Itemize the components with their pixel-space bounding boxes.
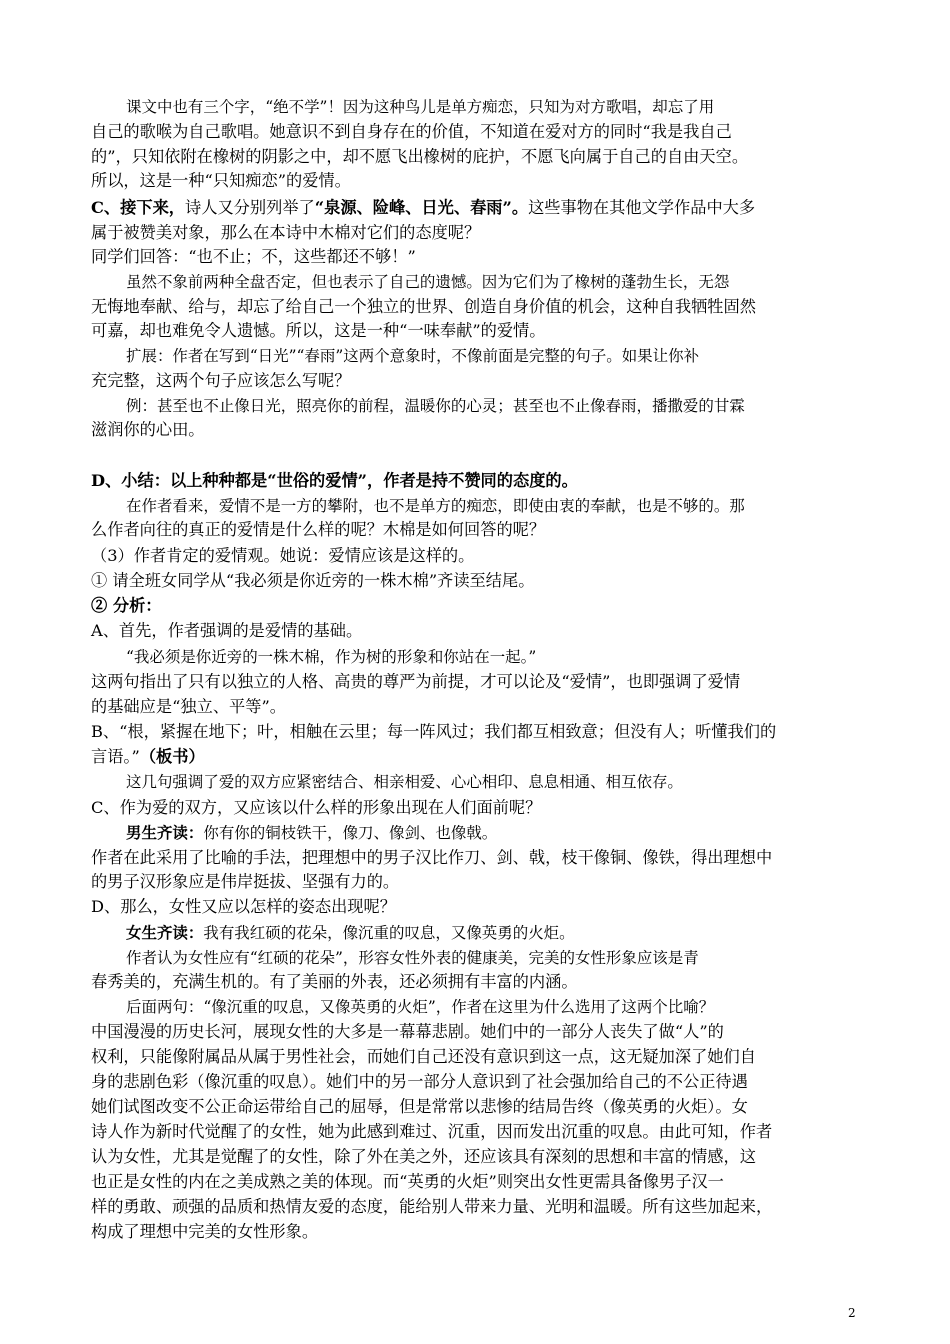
text-line: [91, 518, 871, 542]
text-segment: （3）作者肯定的爱情观。她说：爱情应该是这样的。: [91, 546, 475, 565]
text-line: [91, 1095, 871, 1119]
text-segment: 在作者看来，爱情不是一方的攀附，也不是单方的痴恋，即使由衷的奉献，也是不够的。那: [126, 497, 745, 515]
text-line: [126, 946, 906, 970]
text-line: [91, 569, 871, 593]
text-line: [91, 221, 871, 245]
text-segment: 言语。”: [91, 747, 140, 766]
text-segment: 身的悲剧色彩（像沉重的叹息）。她们中的另一部分人意识到了社会强加给自己的不公正待遇: [91, 1072, 748, 1091]
text-line: [91, 169, 871, 193]
text-line: [91, 145, 871, 169]
text-line: [126, 995, 906, 1019]
text-line: [126, 645, 906, 669]
text-line: [91, 1220, 871, 1244]
text-line: [126, 821, 906, 845]
text-segment: ① 请全班女同学从“我必须是你近旁的一株木棉”齐读至结尾。: [91, 571, 535, 590]
text-line: [126, 95, 906, 119]
text-segment: 也正是女性的内在之美成熟之美的体现。而“英勇的火炬”则突出女性更需具备像男子汉一: [91, 1172, 724, 1191]
text-line: [91, 319, 871, 343]
text-segment: 她们试图改变不公正命运带给自己的屈辱，但是常常以悲惨的结局告终（像英勇的火炬）。女: [91, 1097, 748, 1116]
text-line: [91, 594, 871, 618]
text-segment: 么作者向往的真正的爱情是什么样的呢？木棉是如何回答的呢？: [91, 520, 546, 539]
text-line: [91, 196, 871, 220]
text-line: [91, 120, 871, 144]
text-line: [91, 619, 871, 643]
text-line: [91, 245, 871, 269]
text-line: [91, 846, 871, 870]
text-line: [91, 895, 871, 919]
text-segment: 后面两句：“像沉重的叹息，又像英勇的火炬”，作者在这里为什么选用了这两个比喻？: [126, 998, 715, 1016]
text-line: [91, 1020, 871, 1044]
text-segment: 这些事物在其他文学作品中大多: [528, 198, 756, 217]
text-segment: B、“根，紧握在地下；叶，相触在云里；每一阵风过；我们都互相致意；但没有人；听懂我们的: [91, 722, 777, 741]
bold-text-segment: C、接下来，: [91, 198, 186, 217]
text-segment: 滋润你的心田。: [91, 420, 205, 439]
text-segment: 你有你的铜枝铁干，像刀、像剑、也像戟。: [203, 824, 498, 842]
bold-text-segment: 男生齐读：: [126, 823, 204, 842]
text-segment: 课文中也有三个字，“绝不学”！因为这种鸟儿是单方痴恋，只知为对方歌唱，却忘了用: [126, 98, 715, 116]
text-segment: 这两句指出了只有以独立的人格、高贵的尊严为前提，才可以论及“爱情”，也即强调了爱情: [91, 672, 741, 691]
text-segment: 所以，这是一种“只知痴恋”的爱情。: [91, 171, 351, 190]
text-line: [126, 394, 906, 418]
bold-text-segment: 女生齐读：: [126, 923, 204, 942]
text-segment: D、那么，女性又应以怎样的姿态出现呢？: [91, 897, 396, 916]
text-segment: 的基础应是“独立、平等”。: [91, 697, 286, 716]
text-line: [91, 970, 871, 994]
text-line: [126, 270, 906, 294]
text-line: [91, 369, 871, 393]
text-line: [91, 295, 871, 319]
text-line: [126, 770, 906, 794]
text-segment: 无悔地奉献、给与，却忘了给自己一个独立的世界、创造自身价值的机会，这种自我牺牲固然: [91, 297, 756, 316]
text-segment: 中国漫漫的历史长河，展现女性的大多是一幕幕悲剧。她们中的一部分人丧失了做“人”的: [91, 1022, 724, 1041]
text-segment: 的男子汉形象应是伟岸挺拔、坚强有力的。: [91, 872, 400, 891]
text-line: [126, 344, 906, 368]
page-number: 2: [848, 1306, 856, 1320]
text-segment: 例：甚至也不止像日光，照亮你的前程，温暖你的心灵；甚至也不止像春雨，播撒爱的甘霖: [126, 397, 745, 415]
text-segment: 诗人作为新时代觉醒了的女性，她为此感到难过、沉重，因而发出沉重的叹息。由此可知，作者: [91, 1122, 773, 1141]
text-line: [91, 1045, 871, 1069]
text-line: [91, 1070, 871, 1094]
bold-text-segment: D、小结：以上种种都是“世俗的爱情”，作者是持不赞同的态度的。: [91, 471, 578, 490]
text-line: [91, 796, 871, 820]
text-line: [126, 494, 906, 518]
text-segment: A、首先，作者强调的是爱情的基础。: [91, 621, 363, 640]
text-line: [91, 870, 871, 894]
text-segment: 可嘉，却也难免令人遗憾。所以，这是一种“一味奉献”的爱情。: [91, 321, 546, 340]
text-segment: 作者认为女性应有“红硕的花朵”，形容女性外表的健康美，完美的女性形象应该是青: [126, 949, 699, 967]
bold-text-segment: ② 分析：: [91, 596, 162, 615]
text-segment: 认为女性，尤其是觉醒了的女性，除了外在美之外，还应该具有深刻的思想和丰富的情感，这: [91, 1147, 756, 1166]
text-line: [91, 745, 871, 769]
text-segment: 虽然不象前两种全盘否定，但也表示了自己的遗憾。因为它们为了橡树的蓬勃生长，无怨: [126, 273, 730, 291]
text-segment: 属于被赞美对象，那么在本诗中木棉对它们的态度呢？: [91, 223, 481, 242]
text-line: [91, 670, 871, 694]
text-segment: C、作为爱的双方，又应该以什么样的形象出现在人们面前呢？: [91, 798, 542, 817]
text-segment: 诗人又分别列举了: [185, 198, 315, 217]
text-segment: 扩展：作者在写到“日光”“春雨”这两个意象时，不像前面是完整的句子。如果让你补: [126, 347, 700, 365]
text-segment: 样的勇敢、顽强的品质和热情友爱的态度，能给别人带来力量、光明和温暖。所有这些加起来，: [91, 1197, 773, 1216]
text-segment: 同学们回答：“也不止；不，这些都还不够！”: [91, 247, 416, 266]
text-line: [91, 418, 871, 442]
bold-text-segment: “泉源、险峰、日光、春雨”。: [314, 198, 529, 217]
text-line: [91, 544, 871, 568]
text-line: [126, 921, 906, 945]
text-segment: “我必须是你近旁的一株木棉，作为树的形象和你站在一起。”: [126, 648, 537, 666]
text-segment: 作者在此采用了比喻的手法，把理想中的男子汉比作刀、剑、戟，枝干像铜、像铁，得出理想中: [91, 848, 773, 867]
text-segment: 我有我红硕的花朵，像沉重的叹息，又像英勇的火炬。: [203, 924, 575, 942]
text-segment: 这几句强调了爱的双方应紧密结合、相亲相爱、心心相印、息息相通、相互依存。: [126, 773, 683, 791]
bold-text-segment: （板书）: [139, 747, 205, 766]
text-line: [91, 720, 871, 744]
text-line: [91, 1170, 871, 1194]
text-line: [91, 1195, 871, 1219]
text-segment: 的”，只知依附在橡树的阴影之中，却不愿飞出橡树的庇护，不愿飞向属于自己的自由天空。: [91, 147, 749, 166]
text-segment: 自己的歌喉为自己歌唱。她意识不到自身存在的价值，不知道在爱对方的同时“我是我自己: [91, 122, 732, 141]
text-segment: 权利，只能像附属品从属于男性社会，而她们自己还没有意识到这一点，这无疑加深了她们自: [91, 1047, 756, 1066]
text-line: [91, 469, 871, 493]
text-segment: 构成了理想中完美的女性形象。: [91, 1222, 319, 1241]
text-line: [91, 695, 871, 719]
text-line: [91, 1145, 871, 1169]
text-segment: 充完整，这两个句子应该怎么写呢？: [91, 371, 351, 390]
text-line: [91, 1120, 871, 1144]
text-segment: 春秀美的，充满生机的。有了美丽的外表，还必须拥有丰富的内涵。: [91, 972, 578, 991]
